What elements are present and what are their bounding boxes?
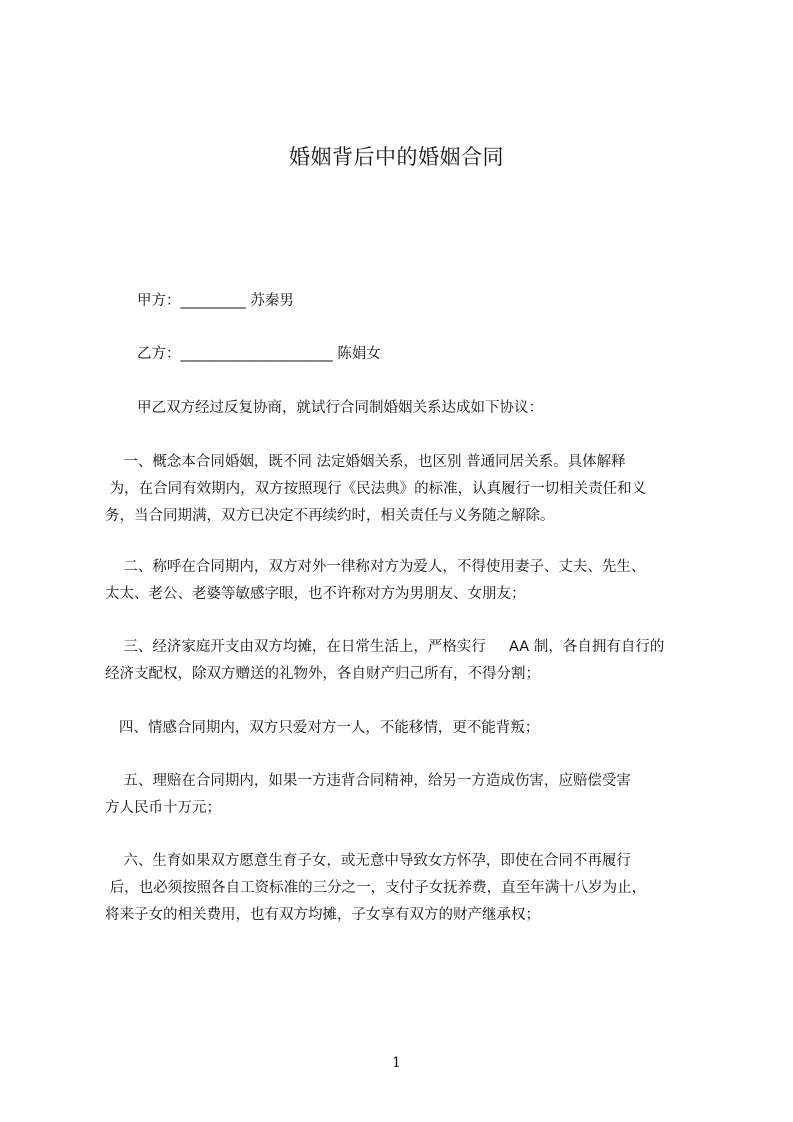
document-title: 婚姻背后中的婚姻合同 [289,145,504,169]
clause-1-row: 一、概念本合同婚姻，既不同 法定婚姻关系，也区别 普通同居关系。具体解释 [105,454,626,470]
clause-5-row: 方人民币十万元； [105,800,221,816]
clause-3-row: 经济支配权，除双方赠送的礼物外，各自财产归己所有，不得分割； [105,666,540,682]
party-a-line: 甲方：_________ 苏秦男 [137,293,294,309]
clause-1-row: 务，当合同期满，双方已决定不再续约时，相关责任与义务随之解除。 [105,508,555,524]
page-number: 1 [392,1055,401,1071]
clause-6-row: 将来子女的相关费用，也有双方均摊，子女享有双方的财产继承权； [105,907,540,923]
clause-2 [105,554,710,608]
clause-6-row: 六、生育如果双方愿意生育子女，或无意中导致女方怀孕，即使在合同不再履行 [105,853,631,869]
clause-3-row: 三、经济家庭开支由双方均摊，在日常生活上，严格实行 AA 制，各自拥有自行的 [105,639,665,655]
clause-3 [105,634,710,688]
party-b-line: 乙方：_____________________ 陈娟女 [137,346,381,362]
clause-4-row: 四、情感合同期内，双方只爱对方一人，不能移情，更不能背叛； [105,720,540,736]
clause-1 [105,449,710,530]
clause-4 [105,715,710,742]
clause-5-row: 五、理赔在合同期内，如果一方违背合同精神，给另一方造成伤害，应赔偿受害 [105,773,631,789]
clause-1-row: 为，在合同有效期内，双方按照现行《民法典》的标准，认真履行一切相关责任和义 [105,481,647,497]
clause-6 [105,848,710,929]
clause-6-row: 后，也必须按照各自工资标准的三分之一，支付子女抚养费，直至年满十八岁为止， [105,880,647,896]
clause-2-row: 二、称呼在合同期内，双方对外一律称对方为爱人，不得使用妻子、丈夫、先生、 [105,559,646,575]
intro-line: 甲乙双方经过反复协商，就试行合同制婚姻关系达成如下协议： [137,400,543,416]
clause-5 [105,768,710,822]
clause-2-row: 太太、老公、老婆等敏感字眼，也不许称对方为男朋友、女朋友； [105,586,526,602]
